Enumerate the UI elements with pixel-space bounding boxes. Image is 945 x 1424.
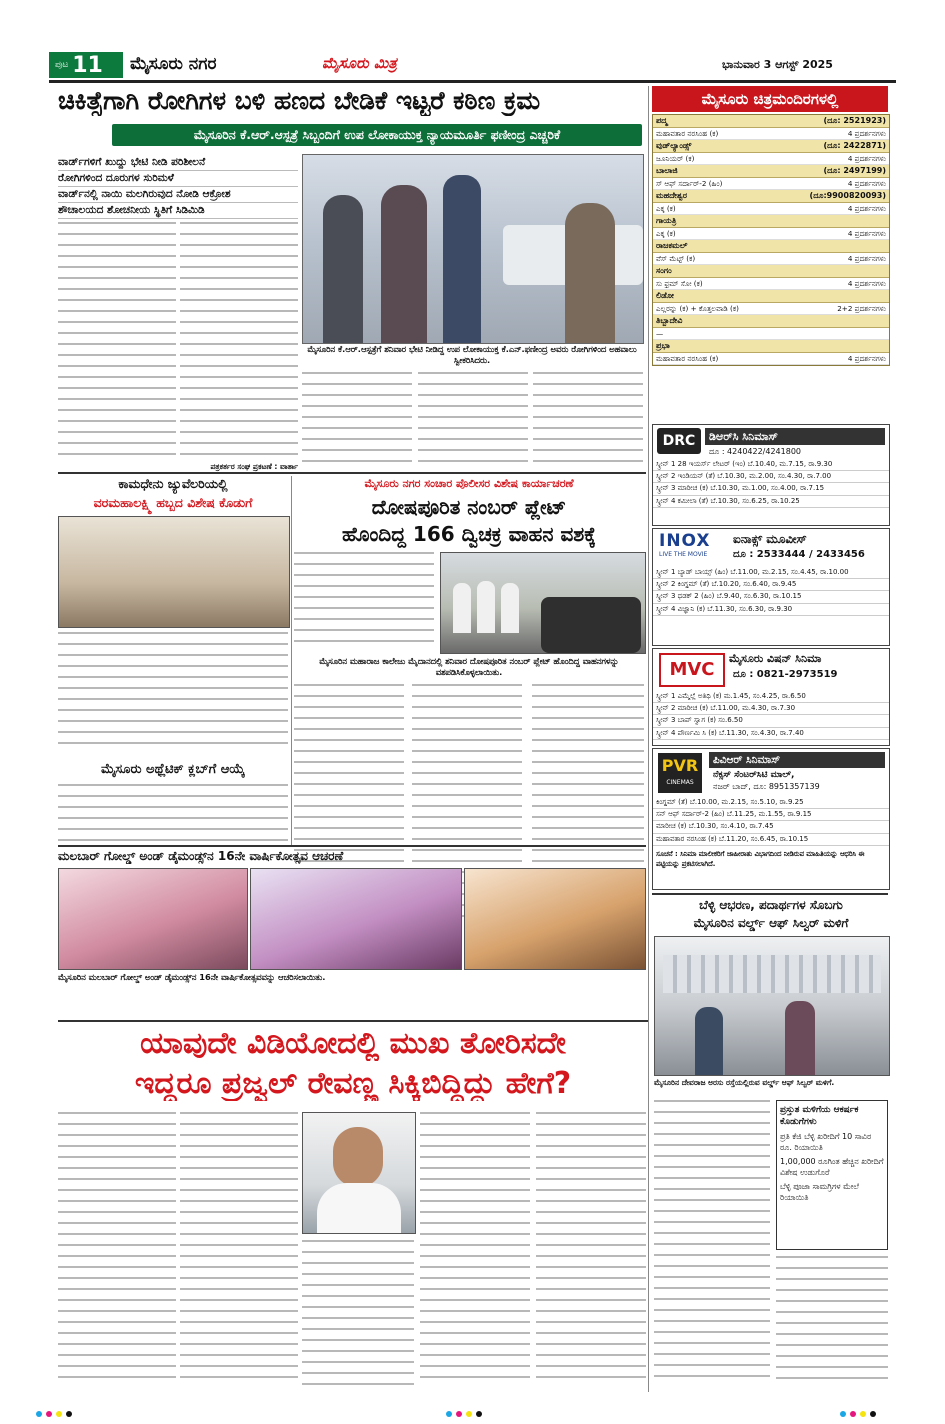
prajwal-headline-1: ಯಾವುದೇ ವಿಡಿಯೋದಲ್ಲಿ ಮುಖ ತೋರಿಸದೇ: [140, 1026, 566, 1061]
schedule-row: ಕಿಂಗ್ಡಮ್ (ತೆ) ಬೆ.10.00, ಮ.2.15, ಸಂ.5.10, ರಾ.9.25: [653, 797, 889, 809]
schedule-row: ಸ್ಕ್ರೀನ್ 2 ಕಿಂಗ್ಡಮ್ (ತೆ) ಬೆ.10.20, ಸಂ.6.40, ರಾ.9.45: [653, 579, 889, 591]
pvr-title: ಪಿವಿಆರ್ ಸಿನಿಮಾಸ್: [709, 752, 885, 768]
pvr-logo-text: PVR: [661, 756, 699, 775]
lead-byline: ಪತ್ರಕರ್ತರ ಸಂಘ ಪ್ರಕಟಣೆ : ವಾರ್ತಾ: [210, 462, 298, 471]
silver-offer-box: [776, 1100, 888, 1250]
offer-item: ಪ್ರತಿ ಕೆಜಿ ಬೆಳ್ಳಿ ಖರೀದಿಗೆ 10 ಸಾವಿರ ರೂ. ರಿಯಾಯಿತಿ: [780, 1132, 872, 1152]
schedule-row: ಸ್ಕ್ರೀನ್ 1 ಎಮ್ಮೆಲ್ಲೆ ಅತಿಥಿ (ಕ) ಮ.1.45, ಸಂ.4.25, ರಾ.6.50: [653, 691, 889, 703]
traffic-kicker: ಮೈಸೂರು ನಗರ ಸಂಚಾರ ಪೊಲೀಸರ ವಿಶೇಷ ಕಾರ್ಯಾಚರಣೆ: [364, 477, 574, 490]
schedule-row: ಸ್ಕ್ರೀನ್ 3 ಮಾರೀಚ (ಕ) ಬೆ.10.30, ಮ.1.00, ಸಂ.4.00, ರಾ.7.15: [653, 483, 889, 495]
theatre-row: ಮಹದೇಶ್ವರ (ದೂ:9900820093): [653, 190, 889, 203]
schedule-row: ಸ್ಕ್ರೀನ್ 3 ಧಡಕ್ 2 (ಹಿಂ) ಬೆ.9.40, ಸಂ.6.30, ರಾ.10.15: [653, 591, 889, 603]
registration-marks-left: [34, 1402, 74, 1421]
prajwal-body-col1: [58, 1112, 176, 1392]
bullet-item: ವಾರ್ಡ್‌ನಲ್ಲಿ ನಾಯಿ ಮಲಗಿರುವುದ ನೋಡಿ ಆಕ್ರೋಶ: [58, 187, 298, 203]
schedule-row: ಸ್ಕ್ರೀನ್ 1 ಬ್ಯಾಡ್ ಬಾಯ್ಸ್ (ಹಿಂ) ಬೆ.11.00, ಮ.2.15, ಸಂ.4.45, ರಾ.10.00: [653, 567, 889, 579]
theatre-row: ಪ್ರಭಾ: [653, 340, 889, 353]
film-row: ಮಹಾವತಾರ ನರಸಿಂಹ (ಕ) 4 ಪ್ರದರ್ಶನಗಳು: [653, 128, 889, 140]
theatre-row: ಸಂಗಂ: [653, 265, 889, 278]
malabar-photo-3: [464, 868, 646, 970]
registration-marks-center: [444, 1402, 484, 1421]
column-rule: [291, 476, 292, 846]
page-number-box: [49, 52, 123, 78]
silver-body-col1: [654, 1100, 770, 1390]
lead-photo: [302, 154, 644, 344]
silver-caption: ಮೈಸೂರಿನ ದೇವರಾಜ ಅರಸು ರಸ್ತೆಯಲ್ಲಿರುವ ವರ್ಲ್ಡ್ ಆಫ್ ಸಿಲ್ವರ್ ಮಳಿಗೆ.: [654, 1078, 835, 1087]
schedule-row: ಸ್ಕ್ರೀನ್ 4 ವಿಜ್ಞಾನಿ (ಕ) ಬೆ.11.30, ಸಂ.6.30, ರಾ.9.30: [653, 604, 889, 616]
section-rule: [58, 845, 646, 847]
pvr-logo: [658, 753, 702, 793]
lead-subhead: ಮೈಸೂರಿನ ಕೆ.ಆರ್.ಆಸ್ಪತ್ರೆ ಸಿಬ್ಬಂದಿಗೆ ಉಪ ಲೋಕಾಯುಕ್ತ ನ್ಯಾಯಮೂರ್ತಿ ಫಣೀಂದ್ರ ಎಚ್ಚರಿಕೆ: [112, 124, 642, 146]
lead-body-col1: [58, 222, 176, 462]
pvr-phone: ನಜರ್ ಬಾದ್, ದೂ: 8951357139: [713, 782, 820, 791]
mvc-box: [652, 648, 890, 746]
traffic-body-col1: [294, 552, 434, 648]
film-row: ವೆಸ್ ಮೆಟ್ಟ್ (ಕ) 4 ಪ್ರದರ್ಶನಗಳು: [653, 253, 889, 265]
kamadhenu-body: [58, 632, 288, 752]
lead-bullets: [58, 155, 298, 219]
schedule-row: ಸ್ಕ್ರೀನ್ 3 ಬಾಪ್ ಸ್ವಾಗ (ಕ) ಸಂ.6.50: [653, 715, 889, 727]
page-label: ಪುಟ: [55, 60, 69, 70]
prajwal-body-col3: [302, 1240, 414, 1392]
kamadhenu-photo: [58, 516, 290, 628]
silver-headline-2: ಮೈಸೂರಿನ ವರ್ಲ್ಡ್ ಆಫ್ ಸಿಲ್ವರ್ ಮಳಿಗೆ: [693, 916, 849, 930]
film-row: ಎಲ್ಲರನ್ನು (ಕ) + ಕೊತ್ತಲವಾಡಿ (ಕ) 2+2 ಪ್ರದರ್ಶನಗಳು: [653, 303, 889, 315]
lead-body-col5: [533, 372, 643, 472]
inox-title: ಐನಾಕ್ಸ್ ಮೂವೀಸ್: [733, 532, 807, 546]
section-rule: [58, 472, 646, 474]
lead-headline: ಚಿಕಿತ್ಸೆಗಾಗಿ ರೋಗಿಗಳ ಬಳಿ ಹಣದ ಬೇಡಿಕೆ ಇಟ್ಟರೆ ಕಠಿಣ ಕ್ರಮ: [58, 86, 541, 115]
drc-logo: DRC: [657, 428, 701, 454]
page-number: 11: [72, 52, 103, 78]
film-row: ಜೂನಿಯರ್ (ಕ) 4 ಪ್ರದರ್ಶನಗಳು: [653, 153, 889, 165]
athletic-headline: ಮೈಸೂರು ಅಥ್ಲೆಟಿಕ್ ಕ್ಲಬ್‌ಗೆ ಆಯ್ಕೆ: [101, 762, 245, 777]
theatre-row: ರಾಜಕಮಲ್: [653, 240, 889, 253]
schedule-row: ಸ್ಕ್ರೀನ್ 2 ಮಾರೀಚ (ಕ) ಬೆ.11.00, ಮ.4.30, ರಾ.7.30: [653, 703, 889, 715]
film-row: ಸ್ ಆಫ್ ಸರ್ದಾರ್-2 (ಹಿಂ) 4 ಪ್ರದರ್ಶನಗಳು: [653, 178, 889, 190]
film-row: ಎಕ್ಕ (ಕ) 4 ಪ್ರದರ್ಶನಗಳು: [653, 203, 889, 215]
lead-photo-caption: ಮೈಸೂರಿನ ಕೆ.ಆರ್.ಆಸ್ಪತ್ರೆಗೆ ಶನಿವಾರ ಭೇಟಿ ನೀಡಿದ್ದ ಉಪ ಲೋಕಾಯುಕ್ತ ಕೆ.ಎನ್.ಫಣೀಂದ್ರ ಅವರು ರೋಗಿಗಳಿಂದ ಅಹವಾಲು ಸ್ವೀಕರಿಸಿದರು.: [307, 344, 637, 365]
pvr-box: [652, 748, 890, 890]
film-row: —: [653, 328, 889, 340]
silver-photo: [654, 936, 890, 1076]
inox-phone: ದೂ : 2533444 / 2433456: [733, 549, 865, 560]
silver-body-col2: [776, 1256, 888, 1390]
prajwal-body-col2: [180, 1112, 298, 1392]
mvc-logo: MVC: [659, 653, 725, 687]
film-row: ಸು ಫ್ರಮ್ ಸೋ (ಕ) 4 ಪ್ರದರ್ಶನಗಳು: [653, 278, 889, 290]
theatre-row: ಲಿಡೋ: [653, 290, 889, 303]
lead-body-col4: [418, 372, 528, 472]
traffic-photo-caption: ಮೈಸೂರಿನ ಮಹಾರಾಜ ಕಾಲೇಜು ಮೈದಾನದಲ್ಲಿ ಶನಿವಾರ ದೋಷಪೂರಿತ ನಂಬರ್ ಪ್ಲೇಟ್ ಹೊಂದಿದ್ದ ವಾಹನಗಳನ್ನು ವಶಪಡಿಸಿಕೊಳ್ಳಲಾಯಿತು.: [319, 656, 619, 677]
bullet-item: ರೋಗಿಗಳಿಂದ ದೂರುಗಳ ಸುರಿಮಳೆ: [58, 171, 298, 187]
mvc-phone: ದೂ : 0821-2973519: [733, 669, 838, 680]
registration-marks-right: [838, 1402, 878, 1421]
prajwal-body-col5: [536, 1112, 646, 1392]
schedule-row: ಸನ್ ಆಫ್ ಸರ್ದಾರ್-2 (ಹಿಂ) ಬೆ.11.25, ಮ.1.55, ರಾ.9.15: [653, 809, 889, 821]
kamadhenu-headline-1: ಕಾಮಧೇನು ಜ್ಯುವೆಲರಿಯಲ್ಲಿ: [118, 476, 228, 491]
cinema-note: ಸೂಚನೆ : ಸಿನಿಮಾ ಮಾಲೀಕರಿಗೆ ಜಾಹೀರಾತು ವಿಭಾಗದಿಂದ ನೀಡಿರುವ ಮಾಹಿತಿಯನ್ನು ಆಧರಿಸಿ ಈ ಪಟ್ಟಿಯನ್ನು ಪ್ರಕಟಿಸಲಾಗಿದೆ.: [656, 850, 865, 868]
section-rule: [652, 893, 888, 895]
schedule-row: ಸ್ಕ್ರೀನ್ 4 ಕಮೀಲಾ (ತೆ) ಬೆ.10.30, ಸಂ.6.25, ರಾ.10.25: [653, 496, 889, 508]
offer-item: ಬೆಳ್ಳಿ ಪೂಜಾ ಸಾಮಗ್ರಿಗಳ ಮೇಲೆ ರಿಯಾಯಿತಿ: [780, 1182, 859, 1202]
inox-box: [652, 528, 890, 646]
silver-offer-title: ಪ್ರಸ್ತುತ ಮಳಿಗೆಯ ಆಕರ್ಷಕ ಕೊಡುಗೆಗಳು: [780, 1105, 859, 1127]
column-rule: [648, 86, 649, 1392]
malabar-photo-2: [250, 868, 462, 970]
offer-item: 1,00,000 ರೂಗಿಂತ ಹೆಚ್ಚಿನ ಖರೀದಿಗೆ ವಿಶೇಷ ಉಡುಗೊರೆ: [780, 1157, 884, 1177]
inox-logo: INOX: [659, 531, 711, 551]
theatre-row: ಪದ್ಮ (ದೂ: 2521923): [653, 115, 889, 128]
theatre-row: ವುಡ್‌ಲ್ಯಾಂಡ್ಸ್ (ದೂ: 2422871): [653, 140, 889, 153]
theatre-row: ಬಾಲಾಜಿ (ದೂ: 2497199): [653, 165, 889, 178]
inox-tag: LIVE THE MOVIE: [659, 551, 708, 558]
pvr-logo-sub: CINEMAS: [666, 779, 694, 786]
lead-body-col2: [180, 222, 298, 462]
film-row: ಎಕ್ಕ (ಕ) 4 ಪ್ರದರ್ಶನಗಳು: [653, 228, 889, 240]
silver-headline-1: ಬೆಳ್ಳಿ ಆಭರಣ, ಪದಾರ್ಥಗಳ ಸೊಬಗು: [699, 898, 843, 912]
schedule-row: ಸ್ಕ್ರೀನ್ 4 ಪೌರ್ಣಮಿ ಸಿ (ಕ) ಬೆ.11.30, ಸಂ.4.30, ರಾ.7.40: [653, 728, 889, 740]
schedule-row: ಮಹಾವತಾರ ನರಸಿಂಹ (ಕ) ಬೆ.11.20, ಸಂ.6.45, ರಾ.10.15: [653, 834, 889, 846]
paper-name: ಮೈಸೂರು ಮಿತ್ರ: [322, 54, 397, 72]
theatre-row: ಗಾಯತ್ರಿ: [653, 215, 889, 228]
lead-body-col3: [302, 372, 412, 472]
mvc-title: ಮೈಸೂರು ವಿಷನ್ ಸಿನಿಮಾ: [729, 652, 822, 665]
drc-title: ಡಿಆರ್‌ಸಿ ಸಿನಿಮಾಸ್: [705, 428, 885, 445]
malabar-headline: ಮಲಬಾರ್ ಗೋಲ್ಡ್ ಅಂಡ್ ಡೈಮಂಡ್ಸ್‌ನ 16ನೇ ವಾರ್ಷಿಕೋತ್ಸವ ಆಚರಣೆ: [58, 849, 344, 863]
kamadhenu-headline-2: ವರಮಹಾಲಕ್ಷ್ಮಿ ಹಬ್ಬದ ವಿಶೇಷ ಕೊಡುಗೆ: [93, 495, 253, 510]
theatre-row: ತಿಬ್ಬಾದೇವಿ: [653, 315, 889, 328]
prajwal-body-col4: [420, 1112, 530, 1392]
issue-date: ಭಾನುವಾರ 3 ಆಗಸ್ಟ್ 2025: [722, 58, 833, 71]
section-name: ಮೈಸೂರು ನಗರ: [130, 54, 217, 74]
cinema-title: ಮೈಸೂರು ಚಿತ್ರಮಂದಿರಗಳಲ್ಲಿ: [652, 86, 888, 112]
schedule-row: ಸ್ಕ್ರೀನ್ 2 ಇಂಡಿಯನ್ (ತೆ) ಬೆ.10.30, ಮ.2.00, ಸಂ.4.30, ರಾ.7.00: [653, 471, 889, 483]
traffic-headline-1: ದೋಷಪೂರಿತ ನಂಬರ್ ಪ್ಲೇಟ್: [371, 495, 567, 519]
bullet-item: ವಾರ್ಡ್‌ಗಳಿಗೆ ಖುದ್ದು ಭೇಟಿ ನೀಡಿ ಪರಿಶೀಲನೆ: [58, 155, 298, 171]
malabar-caption-rule: [58, 1020, 648, 1022]
drc-box: [652, 424, 890, 526]
malabar-photo-1: [58, 868, 248, 970]
traffic-photo: [440, 552, 646, 654]
prajwal-headline-2: ಇದ್ದರೂ ಪ್ರಜ್ವಲ್ ರೇವಣ್ಣ ಸಿಕ್ಕಿಬಿದ್ದಿದ್ದು ಹೇಗೆ?: [134, 1066, 572, 1101]
schedule-row: ಸ್ಕ್ರೀನ್ 1 28 ಇಯರ್ಸ್ ಲೇಟರ್ (ಇಂ) ಬೆ.10.40, ಮ.7.15, ರಾ.9.30: [653, 459, 889, 471]
pvr-subtitle: ನೆಕ್ಸಸ್ ಸೆಂಟರ್‌ಸಿಟಿ ಮಾಲ್,: [713, 770, 795, 780]
malabar-caption: ಮೈಸೂರಿನ ಮಲಬಾರ್ ಗೋಲ್ಡ್ ಅಂಡ್ ಡೈಮಂಡ್ಸ್‌ನ 16ನೇ ವಾರ್ಷಿಕೋತ್ಸವವನ್ನು ಆಚರಿಸಲಾಯಿತು.: [58, 972, 326, 982]
bullet-item: ಶೌಚಾಲಯದ ಶೋಚನೀಯ ಸ್ಥಿತಿಗೆ ಸಿಡಿಮಿಡಿ: [58, 203, 298, 219]
film-row: ಮಹಾವತಾರ ನರಸಿಂಹ (ಕ) 4 ಪ್ರದರ್ಶನಗಳು: [653, 353, 889, 365]
drc-phone: ದೂ : 4240422/4241800: [709, 447, 802, 456]
cinema-listing-table: [652, 114, 890, 366]
athletic-body: [58, 784, 288, 844]
prajwal-photo: [302, 1112, 416, 1234]
traffic-headline-2: ಹೊಂದಿದ್ದ 166 ದ್ವಿಚಕ್ರ ವಾಹನ ವಶಕ್ಕೆ: [342, 522, 596, 546]
schedule-row: ಮಾರೀಚ (ಕ) ಬೆ.10.30, ಸಂ.4.10, ರಾ.7.45: [653, 821, 889, 833]
